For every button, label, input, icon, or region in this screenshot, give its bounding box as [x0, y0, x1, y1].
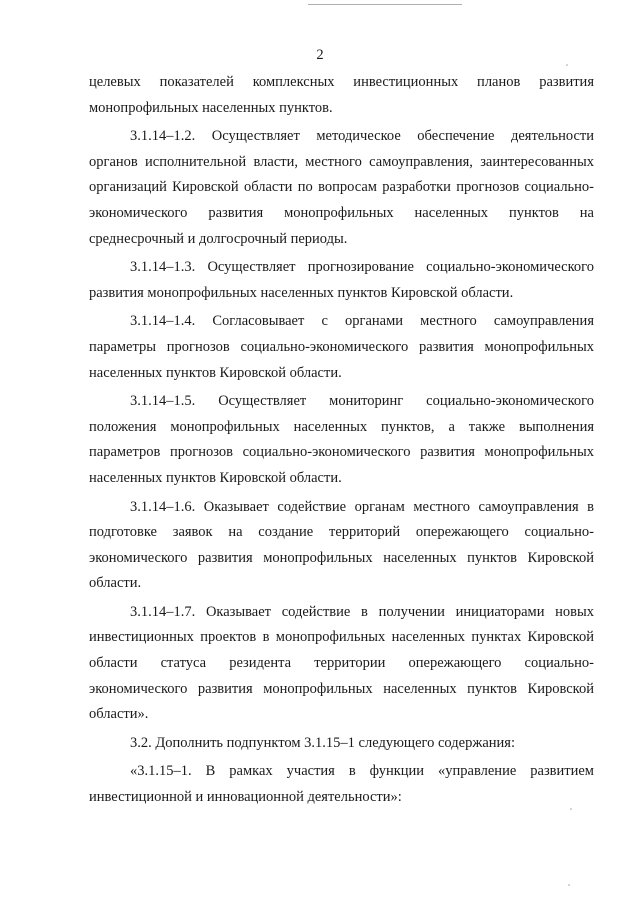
paragraph-3-1-14-1-4: 3.1.14–1.4. Согласовывает с органами местного самоуправления параметры прогнозов социально-экономического развития монопрофильных населенных пунктов Кировской области.: [89, 313, 594, 381]
scan-speck: [568, 884, 570, 886]
scan-top-rule: [308, 4, 462, 5]
paragraph-3-1-15-1: «3.1.15–1. В рамках участия в функции «управление развитием инвестиционной и инновационной деятельности»:: [89, 763, 594, 806]
paragraph-continuation: целевых показателей комплексных инвестиционных планов развития монопрофильных населенных пунктов.: [89, 74, 594, 116]
paragraph-3-2: 3.2. Дополнить подпунктом 3.1.15–1 следующего содержания:: [130, 734, 515, 751]
page-number: 2: [316, 47, 324, 63]
paragraph-3-1-14-1-6: 3.1.14–1.6. Оказывает содействие органам местного самоуправления в подготовке заявок на создание территорий опережающего социально-экономического развития монопрофильных населенных пунктов Кировской области.: [89, 498, 594, 592]
paragraph-3-1-14-1-7: 3.1.14–1.7. Оказывает содействие в получении инициаторами новых инвестиционных проектов в монопрофильных населенных пунктах Кировской области статуса резидента территории опережающего социально-экономического развития монопрофильных населенных пунктов Кировской области».: [89, 603, 594, 723]
scan-speck: [570, 808, 572, 810]
paragraph-3-1-14-1-5: 3.1.14–1.5. Осуществляет мониторинг социально-экономического положения монопрофильных населенных пунктов, а также выполнения параметров прогнозов социально-экономического развития монопрофильных населенных пунктов Кировской области.: [89, 393, 594, 486]
scan-speck: [566, 64, 568, 66]
paragraph-3-1-14-1-3: 3.1.14–1.3. Осуществляет прогнозирование социально-экономического развития монопрофильных населенных пунктов Кировской области.: [89, 259, 594, 301]
paragraph-3-1-14-1-2: 3.1.14–1.2. Осуществляет методическое обеспечение деятельности органов исполнительной власти, местного самоуправления, заинтересованных организаций Кировской области по вопросам разработки прогнозов социально-экономического развития монопрофильных населенных пунктов на среднесрочный и долгосрочный периоды.: [89, 128, 594, 247]
document-body: [89, 70, 594, 811]
